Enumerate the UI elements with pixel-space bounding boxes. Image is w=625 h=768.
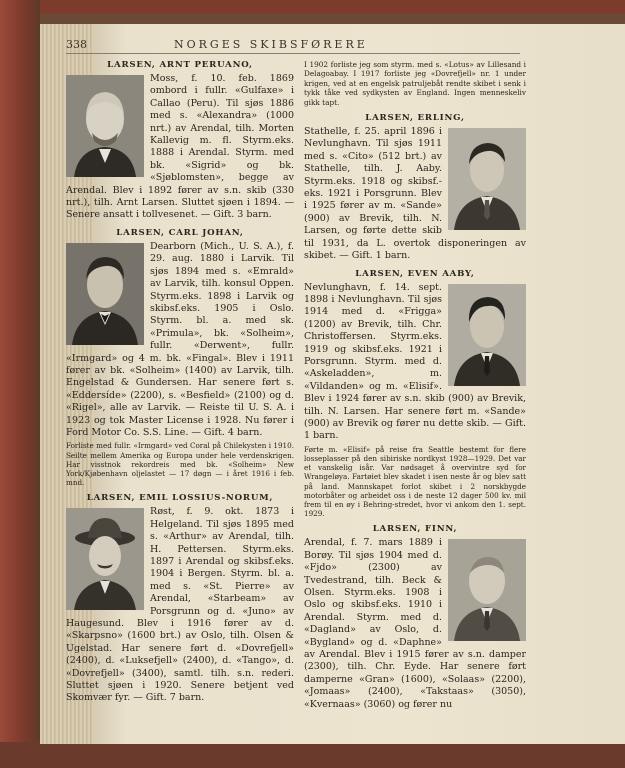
- entry-note: Forliste med fullr. «Irmgard» ved Coral på Chilekysten i 1910. Seilte mellem Amerika og Europa under hele verdenskrigen. Har visstnok rekordreis med bk. «Solheim» New York/Kjøbenhavn oljelastet — 17 døgn — i året 1916 i feb. mnd.: [66, 441, 294, 488]
- portrait-photo: [448, 128, 526, 230]
- book-cover-bottom: [0, 742, 625, 768]
- entry-text: Stathelle, f. 25. april 1896 i Nevlunghavn. Til sjøs 1911 med s. «Cito» (512 brt.) av Stathelle, tilh. J. Aaby. Styrm.eks. 1918 og skibsf.-eks. 1921 i Porsgrunn. Blev i 1925 fører av m. «Sande» (900) av Brevik, tilh. N. Larsen, og førte dette skib til 1931, da L. overtok disponeringen av skibet. — Gift. 1 barn.: [304, 126, 526, 262]
- portrait-photo: [448, 539, 526, 641]
- running-head: NORGES SKIBSFØRERE: [174, 38, 368, 51]
- entry-carl-johan: [66, 228, 294, 488]
- entry-finn: [304, 524, 526, 711]
- portrait-photo: [66, 508, 144, 610]
- entry-erling: [304, 113, 526, 262]
- portrait-photo: [448, 284, 526, 386]
- entry-heading: LARSEN, FINN,: [372, 524, 458, 535]
- header-rule: [66, 53, 520, 54]
- continued-note: I 1902 forliste jeg som styrm. med s. «Lotus» av Lillesand i Delagoabay. I 1917 forliste jeg «Dovrefjell» nr. 1 under krigen, ved at en engelsk patruljebåt rendte skibet i senk i tykk tåke ved sydkysten av England. Ingen menneskeliv gikk tapt.: [304, 60, 526, 107]
- entry-emil-lossius-norum: [66, 493, 294, 705]
- entry-heading: LARSEN, EMIL LOSSIUS-NORUM,: [86, 493, 274, 504]
- page-header: [66, 38, 586, 52]
- book-cover-left: [0, 0, 40, 768]
- portrait-photo: [66, 243, 144, 345]
- entry-even-aaby: [304, 269, 526, 519]
- entry-heading: LARSEN, CARL JOHAN,: [116, 227, 244, 238]
- entry-text: Moss, f. 10. feb. 1869 ombord i fullr. «Gulfaxe» i Callao (Peru). Til sjøs 1886 med s. «Alexandra» (1000 nrt.) av Arendal, tilh. Morten Kallevig m. fl. Styrm.eks. 1888 i Arendal. Styrm. med bk. «Sigrid» og bk. «Sjøblomsten», begge av Arendal. Blev i 1892 fører av s.n. skib (330 nrt.), tilh. Arnt Larsen. Sluttet sjøen i 1894. — Senere ansatt i tollvesenet. — Gift. 3 barn.: [66, 73, 294, 221]
- entry-arnt-peruano: [66, 60, 294, 222]
- entry-text: Arendal, f. 7. mars 1889 i Borøy. Til sjøs 1904 med d. «Fjdo» (2300) av Tvedestrand, tilh. Beck & Olsen. Styrm.eks. 1908 i Oslo og skibsf.eks. 1910 i Arendal. Styrm. med d. «Dagland» av Oslo, d. «Bygland» og d. «Daphne» av Arendal. Blev i 1915 fører av s.n. damper (2300), tilh. Chr. Eyde. Har senere ført damperne «Gran» (1600), «Solaas» (2200), «Jomaas» (2400), «Takstaas» (3050), «Kvernaas» (3060) og fører nu: [304, 537, 526, 710]
- entry-note: Førte m. «Elisif» på reise fra Seattle bestemt for flere losseplasser på den sibiriske nordkyst 1928—1929. Det var et vanskelig isår. Var nødsaget å overvintre syd for Wrangeløya. Fartøiet blev skadet i isen neste år og blev satt på land. Mannskapet forlot skibet i 2 norskbygde motorbåter og arbeidet oss i de neste 12 dager 500 kv. mil frem til en øy i Behring-stredet, hvor vi ankom den 1. sept. 1929.: [304, 444, 526, 519]
- entry-heading: LARSEN, EVEN AABY,: [355, 268, 475, 279]
- book-cover-top: [0, 0, 625, 14]
- page-number: 338: [66, 38, 87, 51]
- entry-text: Dearborn (Mich., U. S. A.), f. 29. aug. 1880 i Larvik. Til sjøs 1894 med s. «Emrald» av Larvik, tilh. konsul Oppen. Styrm.eks. 1898 i Larvik og skibsf.eks. 1905 i Oslo. Styrm. bl. a. med sk. «Primula», bk. «Solheim», fullr. «Derwent», fullr. «Irmgard» og 4 m. bk. «Fingal». Blev i 1911 fører av bk. «Solheim» (1400) av Larvik, tilh. Engelstad & Gundersen. Har senere ført s. «Eddersíde» (2200), s. «Besfield» (2100) og d. «Rigel», alle av Larvik. — Reiste til U. S. A. i 1923 og tok Master License i 1928. Nu fører i Ford Motor Co. S.S. Line. — Gift. 4 barn.: [66, 240, 294, 438]
- entry-heading: LARSEN, ERLING,: [365, 113, 465, 124]
- entry-text: Røst, f. 9. okt. 1873 i Helgeland. Til sjøs 1895 med s. «Arthur» av Arendal, tilh. H. Pettersen. Styrm.eks. 1897 i Arendal og skibsf.eks. 1904 i Bergen. Styrm. bl. a. med s. «St. Pierre» av Arendal, «Starbeam» av Porsgrunn og d. «Juno» av Haugesund. Blev i 1916 fører av d. «Skarpsno» (1600 brt.) av Oslo, tilh. Olsen & Ugelstad. Har senere ført d. «Dovrefjell» (2400), d. «Luksefjell» (2400), d. «Tango», d. «Dovrefjell» (3400), samtl. tilh. s.n. rederi. Sluttet sjøen i 1920. Senere betjent ved Skomvær fyr. — Gift. 7 barn.: [66, 506, 294, 704]
- entry-text: Nevlunghavn, f. 14. sept. 1898 i Nevlunghavn. Til sjøs 1914 med d. «Frigga» (1200) av Brevik, tilh. Chr. Christoffersen. Styrm.eks. 1919 og skibsf.eks. 1921 i Porsgrunn. Styrm. med d. «Askeladden», m. «Vildanden» og m. «Elisif». Blev i 1924 fører av s.n. skib (900) av Brevik, tilh. N. Larsen. Har senere ført m. «Sande» (900) av Brevik og fører nu dette skib. — Gift. 1 barn.: [304, 281, 526, 442]
- right-column: [304, 60, 526, 711]
- entry-heading: LARSEN, ARNT PERUANO,: [107, 60, 253, 70]
- portrait-photo: [66, 75, 144, 177]
- left-column: [66, 60, 294, 705]
